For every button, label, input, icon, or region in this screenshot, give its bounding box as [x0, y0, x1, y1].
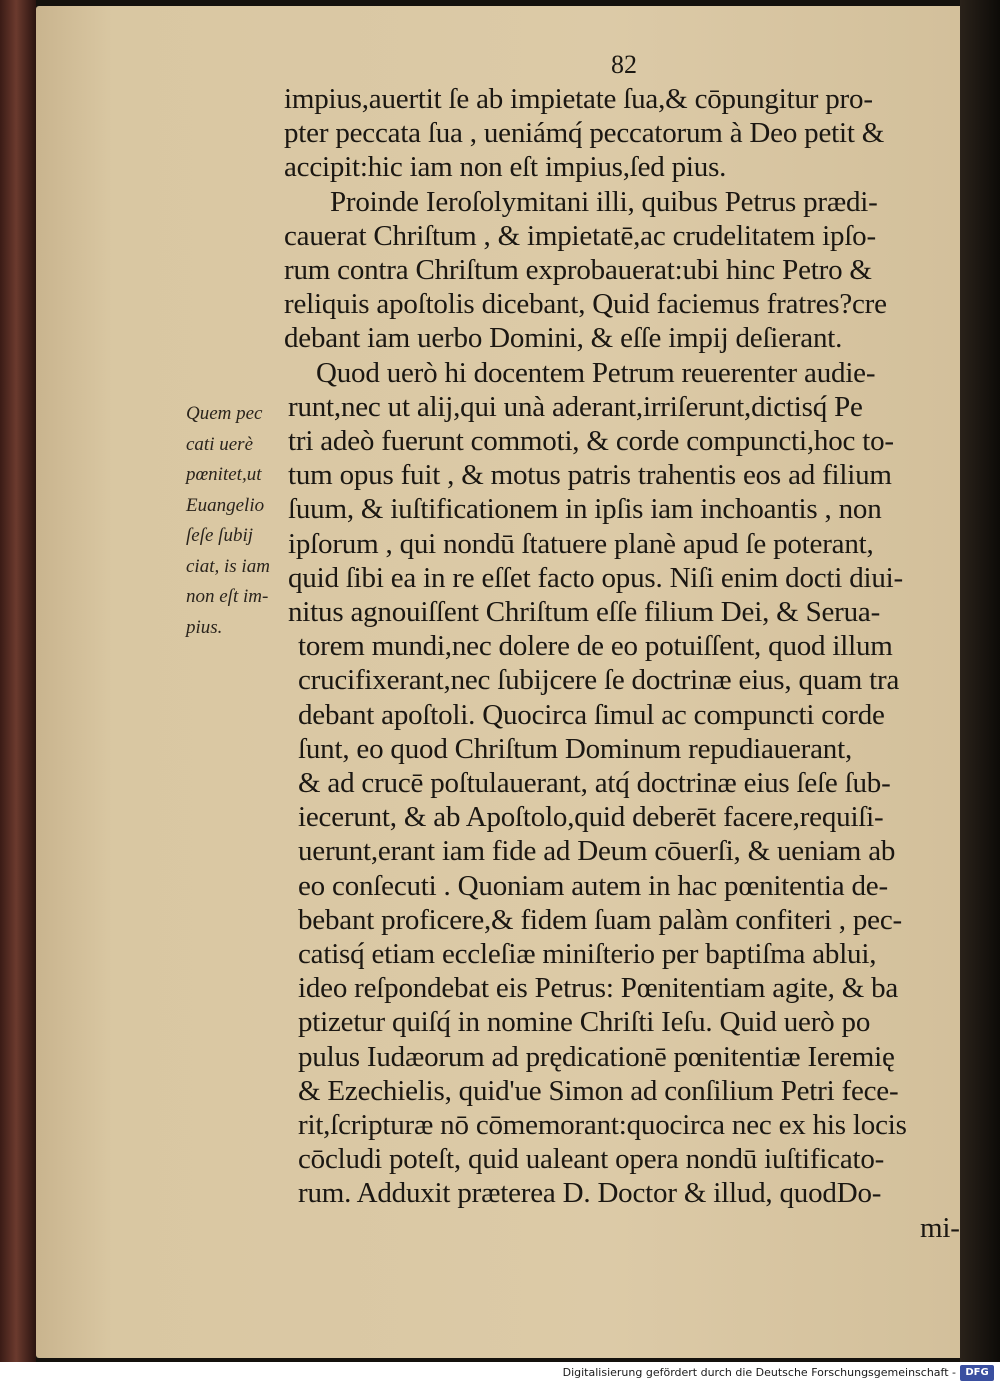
- text-line: iecerunt, & ab Apoſtolo,quid deberēt facere,requiſi-: [298, 801, 884, 834]
- text-line: reliquis apoſtolis dicebant, Quid faciemus fratres?cre: [284, 288, 887, 321]
- marginal-note-line: ſeſe ſubij: [186, 525, 254, 546]
- text-line: ipſorum , qui nondū ſtatuere planè apud ſe poterant,: [288, 527, 874, 560]
- text-line: & Ezechielis, quid'ue Simon ad conſilium Petri fece-: [298, 1074, 899, 1107]
- text-line: debant apoſtoli. Quocirca ſimul ac compuncti corde: [298, 698, 885, 731]
- text-line: Quod uerò hi docentem Petrum reuerenter audie-: [316, 356, 876, 389]
- text-line: bebant proficere,& fidem ſuam palàm confiteri , pec-: [298, 903, 902, 936]
- text-line: pulus Iudæorum ad prędicationē pœnitentiæ Ieremię: [298, 1040, 895, 1073]
- page-number: 82: [611, 50, 637, 79]
- marginal-note-line: cati uerè: [186, 433, 254, 455]
- text-line: runt,nec ut alij,qui unà aderant,irriſerunt,dictisq́ Pe: [288, 390, 863, 423]
- book-spine-edge: [0, 0, 36, 1362]
- text-line: quid ſibi ea in re eſſet facto opus. Niſi enim docti diui-: [288, 561, 903, 594]
- marginal-note-line: pœnitet,ut: [186, 464, 262, 485]
- text-line: ideo reſpondebat eis Petrus: Pœnitentiam agite, & ba: [298, 972, 899, 1005]
- text-line: catisq́ etiam eccleſiæ miniſterio per baptiſma ablui,: [298, 938, 877, 970]
- page-right-shadow: [960, 0, 1000, 1362]
- text-line: accipit:hic iam non eſt impius,ſed pius.: [284, 151, 727, 184]
- marginal-note-line: pius.: [186, 616, 223, 638]
- marginal-note-line: Quem pec: [186, 403, 263, 424]
- footer-bar: [0, 1362, 1000, 1385]
- text-line: tum opus fuit , & motus patris trahentis eos ad filium: [288, 459, 892, 492]
- text-line: cauerat Chriſtum , & impietatē,ac crudelitatem ipſo-: [284, 219, 876, 252]
- text-line: ſuum, & iuſtificationem in ipſis iam inchoantis , non: [288, 493, 882, 526]
- dfg-logo: DFG: [960, 1365, 994, 1381]
- text-line: eo conſecuti . Quoniam autem in hac pœnitentia de-: [298, 869, 888, 902]
- text-line: debant iam uerbo Domini, & eſſe impij deſierant.: [284, 322, 843, 355]
- text-line: ptizetur quiſq́ in nomine Chriſti Ieſu. Quid uerò po: [298, 1006, 871, 1039]
- text-line: ſunt, eo quod Chriſtum Dominum repudiauerant,: [298, 732, 852, 765]
- text-line: rum contra Chriſtum exprobauerat:ubi hinc Petro &: [284, 254, 872, 286]
- text-line: rit,ſcripturæ nō cōmemorant:quocirca nec ex his locis: [298, 1109, 907, 1141]
- text-line: mi-: [920, 1211, 960, 1244]
- text-line: uerunt,erant iam fide ad Deum cōuerſi, & ueniam ab: [298, 835, 896, 868]
- text-line: torem mundi,nec dolere de eo potuiſſent, quod illum: [298, 630, 893, 663]
- text-line: tri adeò fuerunt commoti, & corde compuncti,hoc to-: [288, 425, 894, 457]
- text-line: crucifixerant,nec ſubijcere ſe doctrinæ eius, quam tra: [298, 664, 900, 697]
- marginal-note-line: ciat, is iam: [186, 555, 270, 577]
- text-line: & ad crucē poſtulauerant, atq́ doctrinæ eius ſeſe ſub-: [298, 767, 891, 799]
- marginal-note-line: Euangelio: [186, 494, 265, 516]
- text-line: impius,auertit ſe ab impietate ſua,& cōpungitur pro-: [284, 83, 873, 115]
- footer-credit: Digitalisierung gefördert durch die Deutsche Forschungsgemeinschaft -: [562, 1366, 956, 1379]
- text-line: rum. Adduxit præterea D. Doctor & illud, quodDo-: [298, 1177, 882, 1210]
- text-line: nitus agnouiſſent Chriſtum eſſe filium Dei, & Serua-: [288, 596, 881, 628]
- text-line: cōcludi poteſt, quid ualeant opera nondū iuſtificato-: [298, 1143, 885, 1176]
- text-line: Proinde Ieroſolymitani illi, quibus Petrus prædi-: [330, 185, 878, 218]
- marginal-note-line: non eſt im-: [186, 586, 269, 607]
- text-line: pter peccata ſua , ueniámq́ peccatorum à Deo petit &: [284, 117, 885, 150]
